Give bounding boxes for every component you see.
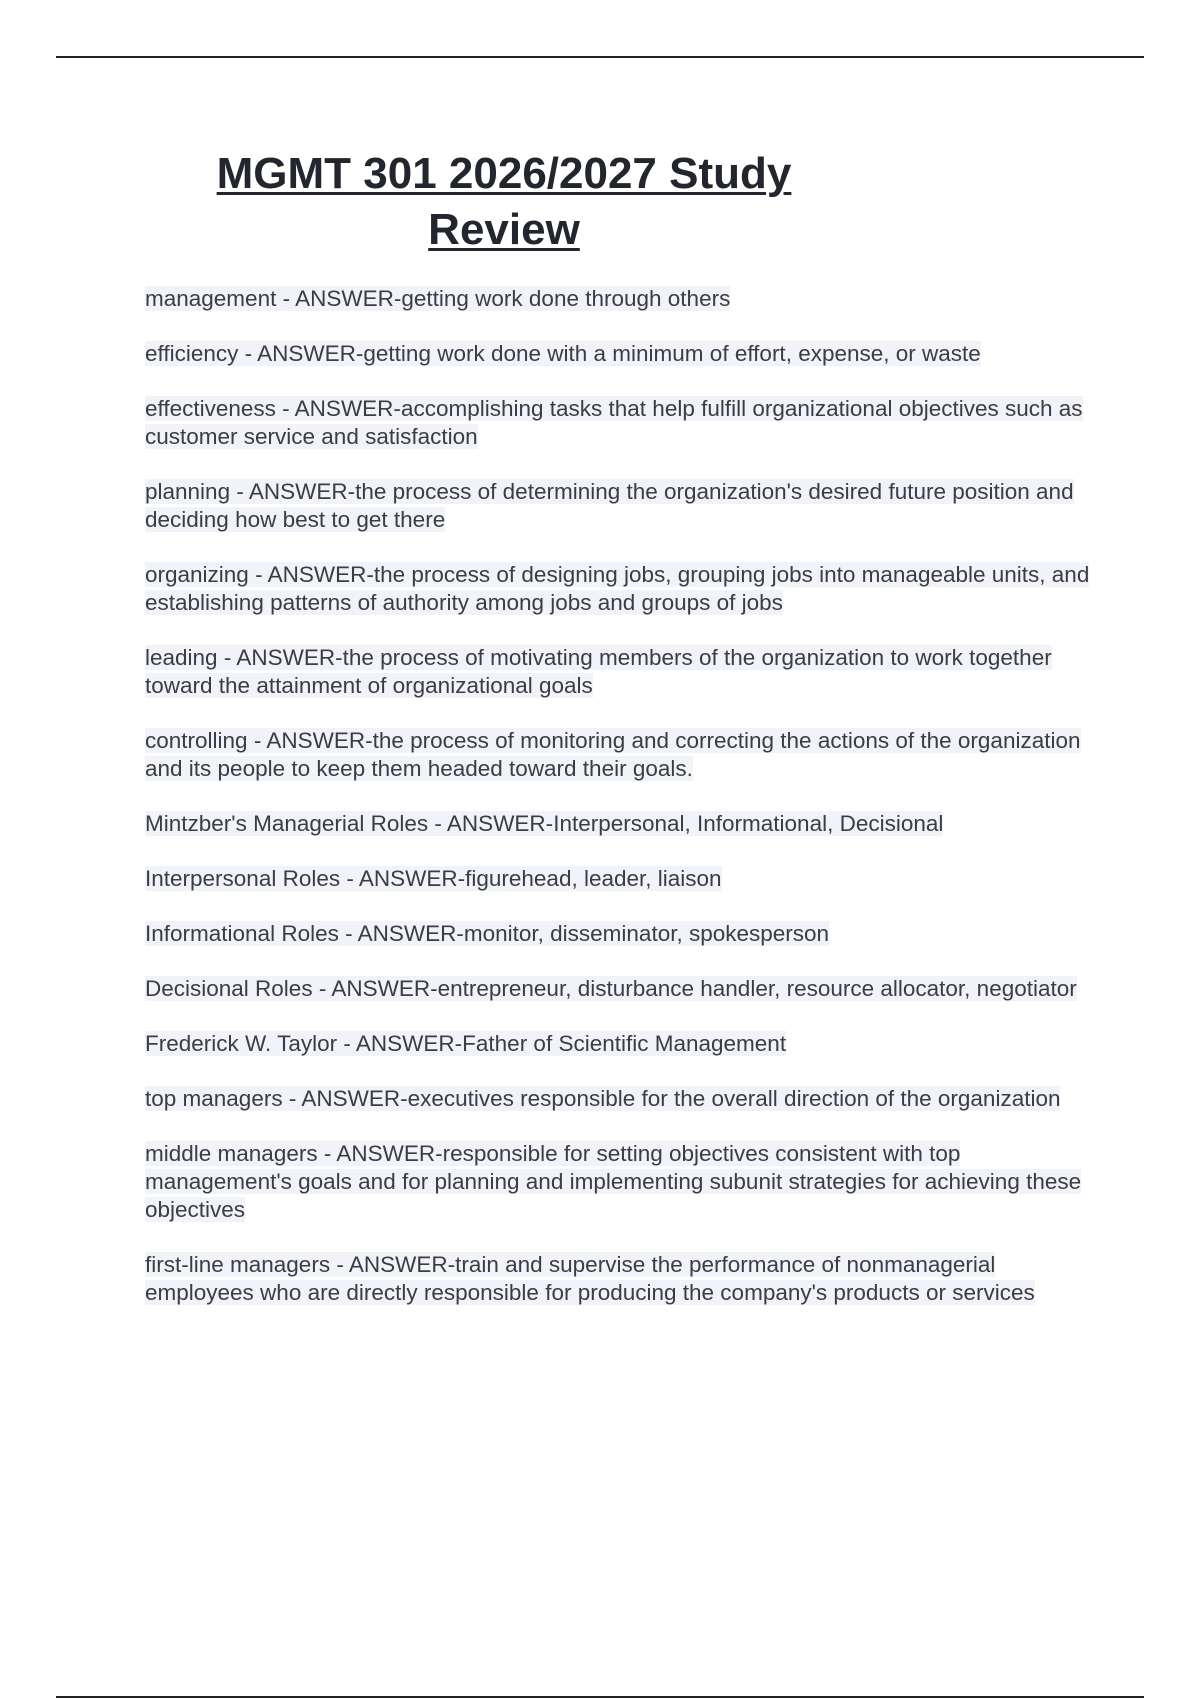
entry-answer: monitor, disseminator, spokesperson (463, 921, 830, 946)
top-rule (56, 56, 1144, 58)
answer-separator: - ANSWER- (275, 396, 401, 421)
entry-answer: getting work done with a minimum of effort, expense, or waste (363, 341, 981, 366)
entry-term: management (145, 286, 277, 311)
answer-separator: - ANSWER- (330, 1252, 456, 1277)
entry-answer: executives responsible for the overall direction of the organization (407, 1086, 1061, 1111)
page-title (150, 146, 858, 258)
title-line-1: MGMT 301 2026/2027 Study (216, 149, 792, 198)
answer-separator: - ANSWER- (230, 479, 356, 504)
entry-answer: the process of designing jobs, grouping jobs into manageable units, and establishing patterns of authority among jobs and groups of jobs (145, 562, 1090, 615)
entry-answer: train and supervise the performance of nonmanagerial employees who are directly responsible for producing the company's products or services (145, 1252, 1035, 1305)
entry-answer: entrepreneur, disturbance handler, resource allocator, negotiator (437, 976, 1077, 1001)
answer-separator: - ANSWER- (337, 1031, 463, 1056)
entry-answer: the process of determining the organization's desired future position and deciding how best to get there (145, 479, 1074, 532)
qa-entry (145, 644, 1100, 700)
entry-answer: figurehead, leader, liaison (465, 866, 722, 891)
answer-separator: - ANSWER- (428, 811, 554, 836)
entry-term: leading (145, 645, 218, 670)
answer-separator: - ANSWER- (312, 976, 438, 1001)
qa-entry (145, 478, 1100, 534)
entry-term: Mintzber's Managerial Roles (145, 811, 429, 836)
entry-term: top managers (145, 1086, 283, 1111)
title-line-2: Review (428, 205, 580, 254)
bottom-rule (56, 1696, 1144, 1698)
entry-term: efficiency (145, 341, 239, 366)
qa-entry (145, 1085, 1100, 1113)
entry-term: planning (145, 479, 231, 504)
qa-entry (145, 1251, 1100, 1307)
entry-answer: Interpersonal, Informational, Decisional (553, 811, 944, 836)
qa-entry (145, 1140, 1100, 1224)
answer-separator: - ANSWER- (282, 1086, 408, 1111)
qa-entry (145, 865, 1100, 893)
entry-term: Decisional Roles (145, 976, 313, 1001)
qa-entry (145, 975, 1100, 1003)
entry-term: organizing (145, 562, 249, 587)
qa-list (145, 285, 1100, 1334)
qa-entry (145, 340, 1100, 368)
qa-entry (145, 727, 1100, 783)
qa-entry (145, 1030, 1100, 1058)
answer-separator: - ANSWER- (247, 728, 373, 753)
entry-term: Interpersonal Roles (145, 866, 341, 891)
entry-term: Frederick W. Taylor (145, 1031, 338, 1056)
answer-separator: - ANSWER- (238, 341, 364, 366)
entry-term: effectiveness (145, 396, 276, 421)
entry-answer: Father of Scientific Management (462, 1031, 787, 1056)
qa-entry (145, 920, 1100, 948)
entry-answer: responsible for setting objectives consistent with top management's goals and for planning and implementing subunit strategies for achieving these objectives (145, 1141, 1082, 1222)
answer-separator: - ANSWER- (338, 921, 464, 946)
entry-answer: the process of motivating members of the organization to work together toward the attainment of organizational goals (145, 645, 1052, 698)
entry-answer: the process of monitoring and correcting the actions of the organization and its people to keep them headed toward their goals. (145, 728, 1081, 781)
entry-term: Informational Roles (145, 921, 339, 946)
entry-answer: getting work done through others (401, 286, 731, 311)
qa-entry (145, 395, 1100, 451)
qa-entry (145, 285, 1100, 313)
answer-separator: - ANSWER- (340, 866, 466, 891)
qa-entry (145, 561, 1100, 617)
entry-term: controlling (145, 728, 248, 753)
entry-term: first-line managers (145, 1252, 331, 1277)
answer-separator: - ANSWER- (276, 286, 402, 311)
qa-entry (145, 810, 1100, 838)
entry-term: middle managers (145, 1141, 318, 1166)
entry-answer: accomplishing tasks that help fulfill organizational objectives such as customer service and satisfaction (145, 396, 1083, 449)
answer-separator: - ANSWER- (217, 645, 343, 670)
answer-separator: - ANSWER- (317, 1141, 443, 1166)
answer-separator: - ANSWER- (248, 562, 374, 587)
